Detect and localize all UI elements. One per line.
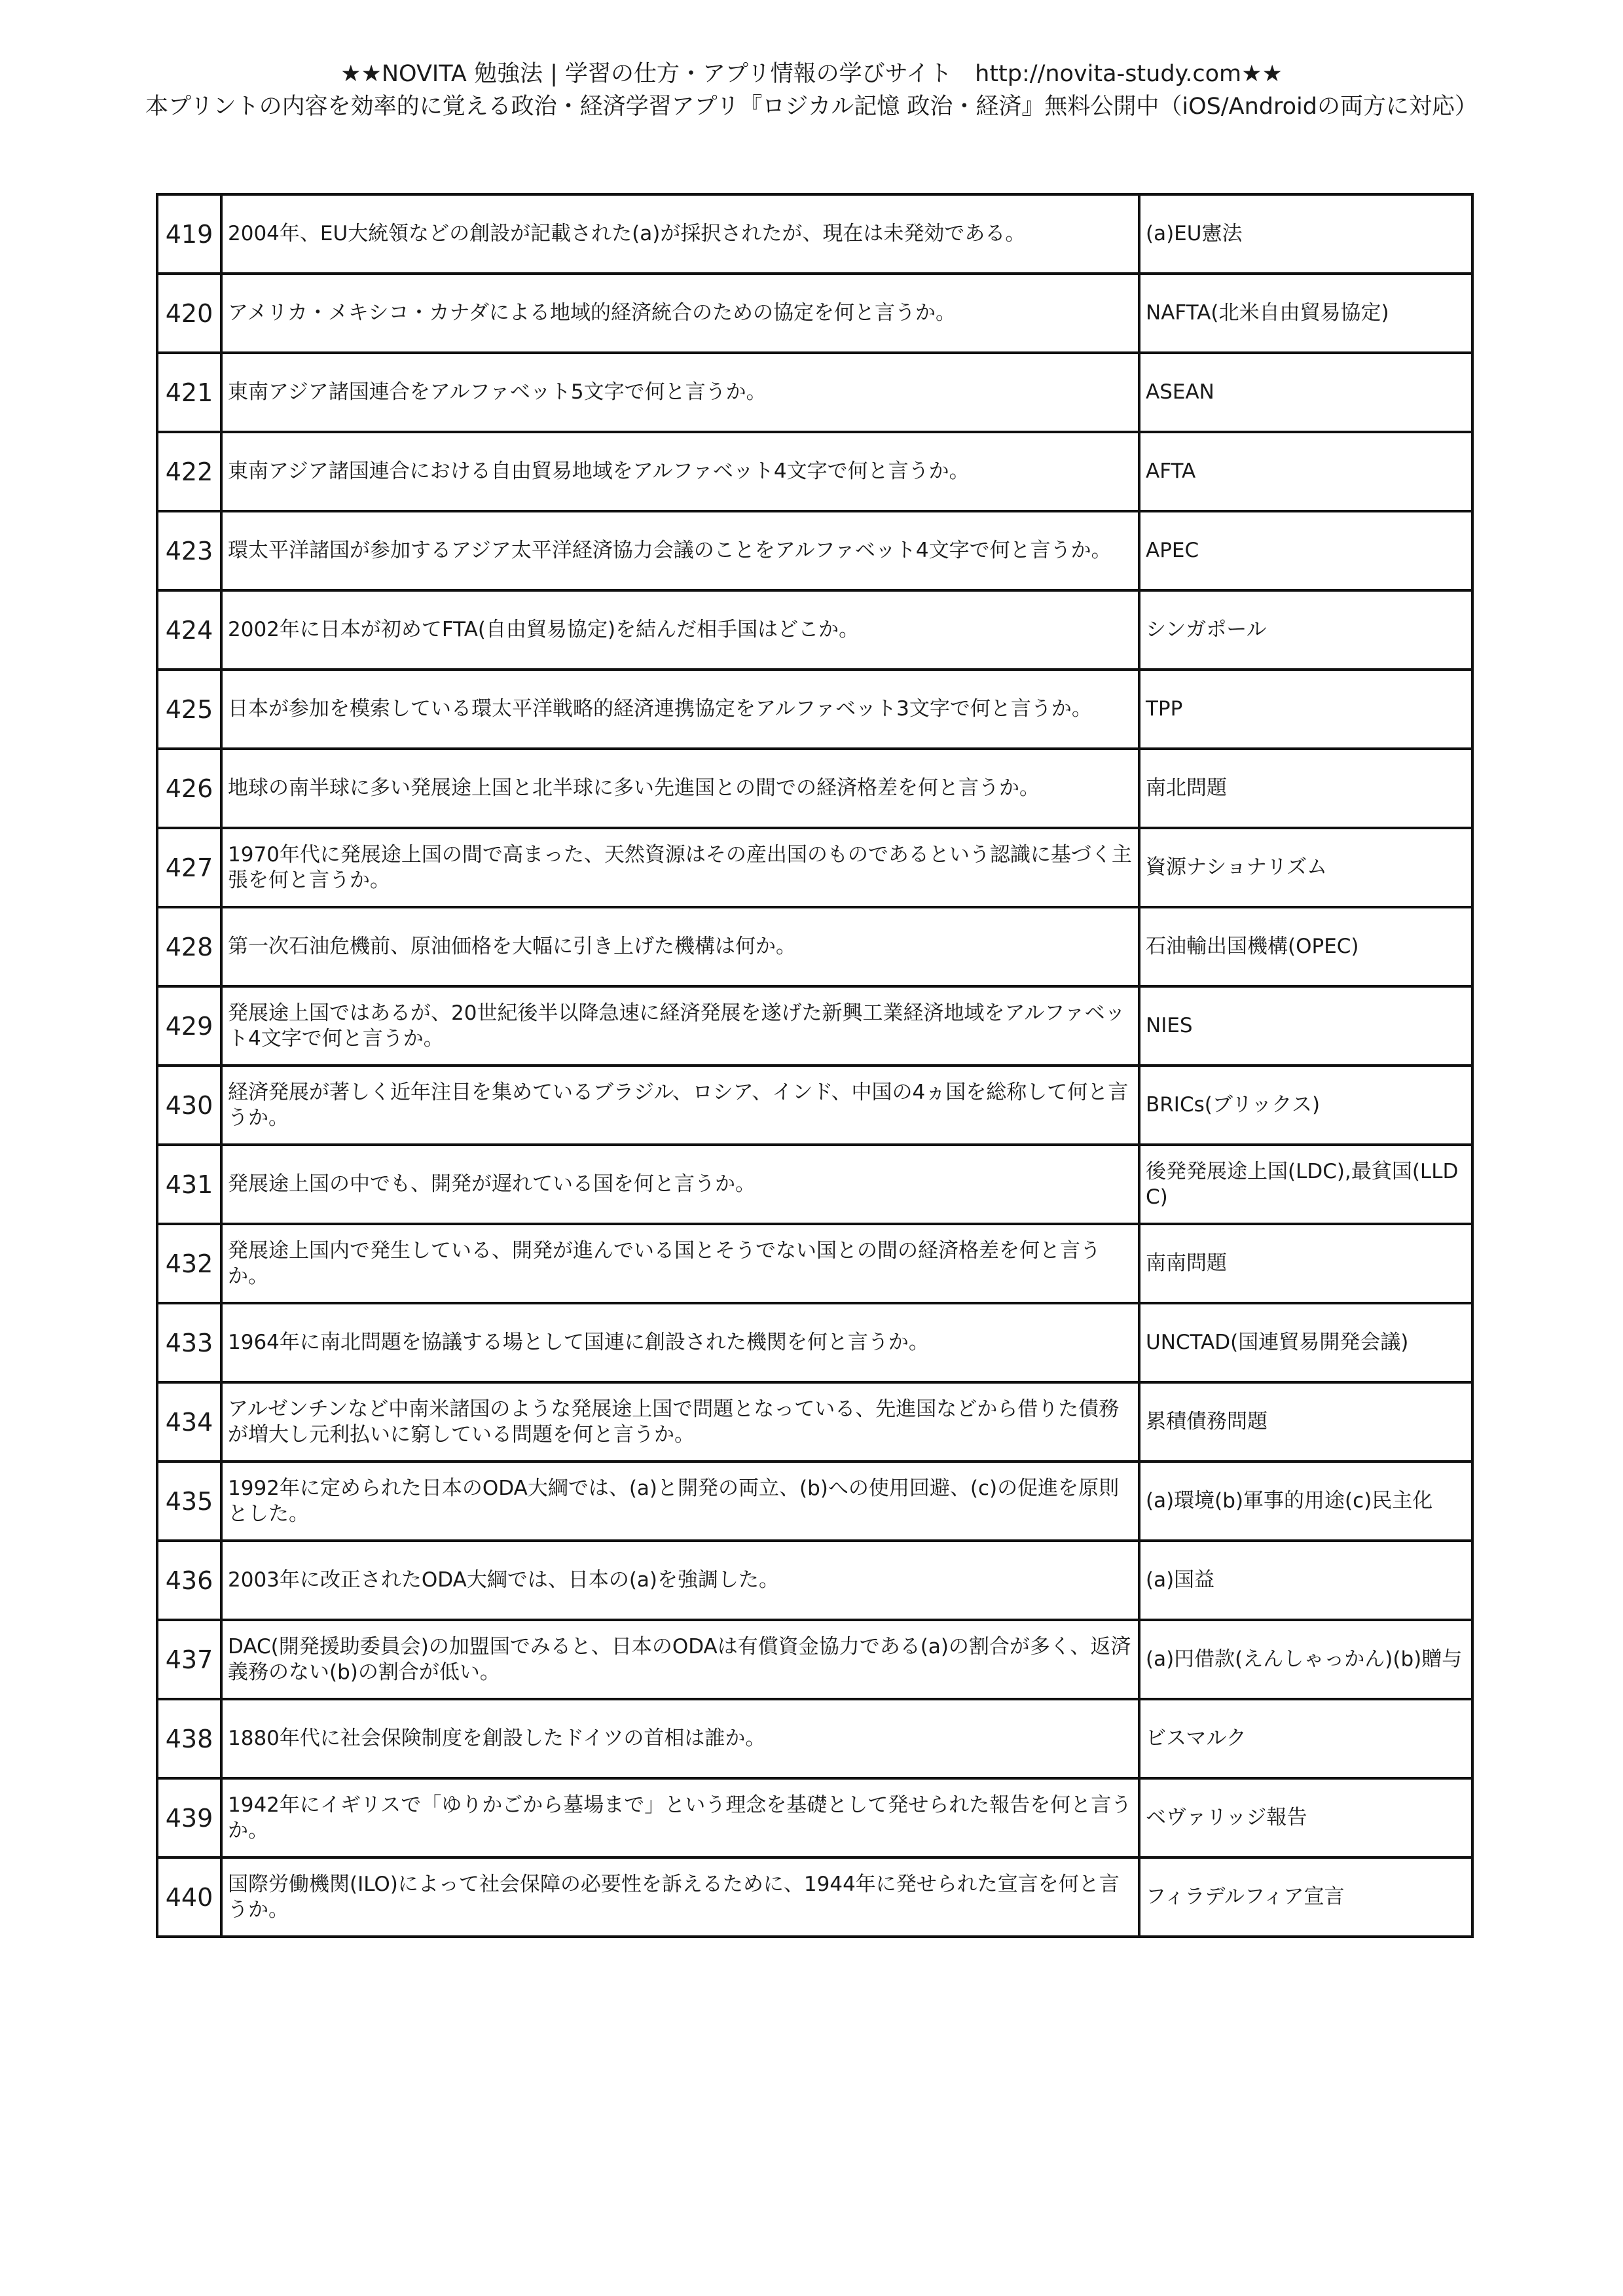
- answer-text: (a)国益: [1139, 1541, 1472, 1620]
- question-text: 発展途上国ではあるが、20世紀後半以降急速に経済発展を遂げた新興工業経済地域をアルファベット4文字で何と言うか。: [221, 986, 1139, 1066]
- table-row: [157, 1541, 1472, 1620]
- answer-text: TPP: [1139, 670, 1472, 749]
- answer-text: ビスマルク: [1139, 1699, 1472, 1778]
- question-number: 432: [157, 1224, 221, 1303]
- question-text: 東南アジア諸国連合をアルファベット5文字で何と言うか。: [221, 353, 1139, 432]
- table-row: [157, 353, 1472, 432]
- table-row: [157, 1066, 1472, 1145]
- question-number: 426: [157, 749, 221, 828]
- table-row: [157, 1382, 1472, 1462]
- table-row: [157, 1699, 1472, 1778]
- answer-text: 資源ナショナリズム: [1139, 828, 1472, 907]
- question-number: 422: [157, 432, 221, 511]
- table-row: [157, 1462, 1472, 1541]
- question-text: アルゼンチンなど中南米諸国のような発展途上国で問題となっている、先進国などから借りた債務が増大し元利払いに窮している問題を何と言うか。: [221, 1382, 1139, 1462]
- table-row: [157, 274, 1472, 353]
- answer-text: 南南問題: [1139, 1224, 1472, 1303]
- question-number: 434: [157, 1382, 221, 1462]
- header-site-line: ★★NOVITA 勉強法 | 学習の仕方・アプリ情報の学びサイト http://novita-study.com★★: [340, 61, 1283, 87]
- answer-text: 南北問題: [1139, 749, 1472, 828]
- question-number: 430: [157, 1066, 221, 1145]
- table-row: [157, 670, 1472, 749]
- question-number: 428: [157, 907, 221, 986]
- answer-text: (a)EU憲法: [1139, 194, 1472, 274]
- qa-table-body: [157, 194, 1472, 1937]
- question-number: 429: [157, 986, 221, 1066]
- question-text: アメリカ・メキシコ・カナダによる地域的経済統合のための協定を何と言うか。: [221, 274, 1139, 353]
- answer-text: UNCTAD(国連貿易開発会議): [1139, 1303, 1472, 1382]
- answer-text: フィラデルフィア宣言: [1139, 1857, 1472, 1937]
- page-header: [0, 58, 1623, 123]
- table-row: [157, 1620, 1472, 1699]
- answer-text: AFTA: [1139, 432, 1472, 511]
- question-text: 発展途上国内で発生している、開発が進んでいる国とそうでない国との間の経済格差を何と言うか。: [221, 1224, 1139, 1303]
- table-row: [157, 1145, 1472, 1224]
- question-text: 1964年に南北問題を協議する場として国連に創設された機関を何と言うか。: [221, 1303, 1139, 1382]
- question-number: 439: [157, 1778, 221, 1857]
- answer-text: 累積債務問題: [1139, 1382, 1472, 1462]
- question-number: 420: [157, 274, 221, 353]
- question-text: DAC(開発援助委員会)の加盟国でみると、日本のODAは有償資金協力である(a)の割合が多く、返済義務のない(b)の割合が低い。: [221, 1620, 1139, 1699]
- question-text: 1970年代に発展途上国の間で高まった、天然資源はその産出国のものであるという認識に基づく主張を何と言うか。: [221, 828, 1139, 907]
- question-text: 環太平洋諸国が参加するアジア太平洋経済協力会議のことをアルファベット4文字で何と言うか。: [221, 511, 1139, 590]
- question-number: 427: [157, 828, 221, 907]
- question-text: 第一次石油危機前、原油価格を大幅に引き上げた機構は何か。: [221, 907, 1139, 986]
- answer-text: 石油輸出国機構(OPEC): [1139, 907, 1472, 986]
- question-text: 2003年に改正されたODA大綱では、日本の(a)を強調した。: [221, 1541, 1139, 1620]
- table-row: [157, 1303, 1472, 1382]
- table-row: [157, 1224, 1472, 1303]
- question-text: 国際労働機関(ILO)によって社会保障の必要性を訴えるために、1944年に発せられた宣言を何と言うか。: [221, 1857, 1139, 1937]
- table-row: [157, 432, 1472, 511]
- question-number: 435: [157, 1462, 221, 1541]
- question-text: 発展途上国の中でも、開発が遅れている国を何と言うか。: [221, 1145, 1139, 1224]
- question-number: 421: [157, 353, 221, 432]
- answer-text: ベヴァリッジ報告: [1139, 1778, 1472, 1857]
- table-row: [157, 828, 1472, 907]
- question-number: 437: [157, 1620, 221, 1699]
- answer-text: BRICs(ブリックス): [1139, 1066, 1472, 1145]
- answer-text: (a)円借款(えんしゃっかん)(b)贈与: [1139, 1620, 1472, 1699]
- answer-text: シンガポール: [1139, 590, 1472, 670]
- header-app-promo-line: 本プリントの内容を効率的に覚える政治・経済学習アプリ『ロジカル記憶 政治・経済』無料公開中（iOS/Androidの両方に対応）: [145, 94, 1478, 120]
- answer-text: NAFTA(北米自由貿易協定): [1139, 274, 1472, 353]
- answer-text: 後発発展途上国(LDC),最貧国(LLDC): [1139, 1145, 1472, 1224]
- question-number: 423: [157, 511, 221, 590]
- question-number: 440: [157, 1857, 221, 1937]
- question-text: 東南アジア諸国連合における自由貿易地域をアルファベット4文字で何と言うか。: [221, 432, 1139, 511]
- question-number: 419: [157, 194, 221, 274]
- answer-text: ASEAN: [1139, 353, 1472, 432]
- question-text: 経済発展が著しく近年注目を集めているブラジル、ロシア、インド、中国の4ヵ国を総称して何と言うか。: [221, 1066, 1139, 1145]
- question-text: 1942年にイギリスで「ゆりかごから墓場まで」という理念を基礎として発せられた報告を何と言うか。: [221, 1778, 1139, 1857]
- question-text: 2004年、EU大統領などの創設が記載された(a)が採択されたが、現在は未発効である。: [221, 194, 1139, 274]
- qa-table: [156, 193, 1474, 1938]
- question-text: 2002年に日本が初めてFTA(自由貿易協定)を結んだ相手国はどこか。: [221, 590, 1139, 670]
- answer-text: (a)環境(b)軍事的用途(c)民主化: [1139, 1462, 1472, 1541]
- question-number: 436: [157, 1541, 221, 1620]
- table-row: [157, 1857, 1472, 1937]
- question-number: 425: [157, 670, 221, 749]
- question-number: 431: [157, 1145, 221, 1224]
- question-text: 1992年に定められた日本のODA大綱では、(a)と開発の両立、(b)への使用回避、(c)の促進を原則とした。: [221, 1462, 1139, 1541]
- question-text: 日本が参加を模索している環太平洋戦略的経済連携協定をアルファベット3文字で何と言うか。: [221, 670, 1139, 749]
- table-row: [157, 1778, 1472, 1857]
- question-text: 地球の南半球に多い発展途上国と北半球に多い先進国との間での経済格差を何と言うか。: [221, 749, 1139, 828]
- question-number: 433: [157, 1303, 221, 1382]
- table-row: [157, 986, 1472, 1066]
- table-row: [157, 511, 1472, 590]
- question-number: 424: [157, 590, 221, 670]
- table-row: [157, 749, 1472, 828]
- question-number: 438: [157, 1699, 221, 1778]
- table-row: [157, 590, 1472, 670]
- answer-text: NIES: [1139, 986, 1472, 1066]
- table-row: [157, 194, 1472, 274]
- table-row: [157, 907, 1472, 986]
- answer-text: APEC: [1139, 511, 1472, 590]
- question-text: 1880年代に社会保険制度を創設したドイツの首相は誰か。: [221, 1699, 1139, 1778]
